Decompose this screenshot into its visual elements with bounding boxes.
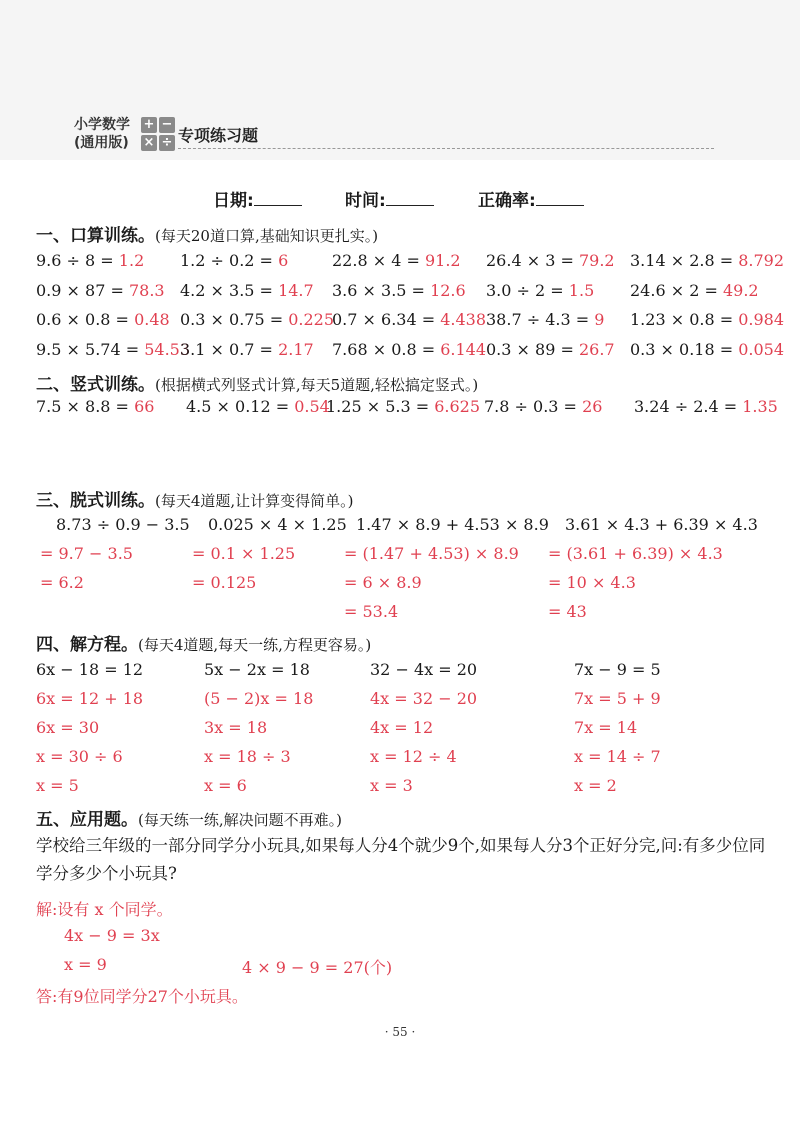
step: = 9.7 − 3.5 (40, 544, 133, 563)
answer-text: 0.48 (134, 310, 170, 329)
oral-calc-item (486, 251, 615, 270)
header-divider (178, 148, 714, 149)
answer-text: 1.35 (742, 397, 778, 416)
step: = (3.61 + 6.39) × 4.3 (548, 544, 723, 563)
solution-answer: 答:有9位同学分27个小玩具。 (36, 987, 248, 1006)
oral-calc-item (332, 310, 486, 329)
question-text: 3.14 × 2.8 = (630, 251, 734, 270)
answer-text: 26 (582, 397, 603, 416)
solution-step: 6x = 12 + 18 (36, 689, 144, 708)
expression: 3.61 × 4.3 + 6.39 × 4.3 (565, 515, 758, 534)
word-problem: 学校给三年级的一部分同学分小玩具,如果每人分4个就少9个,如果每人分3个正好分完,问:有多少位同学分多少个小玩具? (36, 836, 766, 883)
answer-text: 12.6 (430, 281, 466, 300)
solution-step: x = 3 (370, 776, 413, 795)
question-text: 9.6 ÷ 8 = (36, 251, 114, 270)
time-field: 时间: (345, 186, 434, 211)
step: = (1.47 + 4.53) × 8.9 (344, 544, 519, 563)
answer-text: 6 (278, 251, 289, 270)
equation: 32 − 4x = 20 (370, 660, 478, 679)
solution-x: x = 9 (64, 955, 107, 974)
solution-step: 6x = 30 (36, 718, 100, 737)
answer-text: 6.144 (440, 340, 487, 359)
oral-calc-row (36, 310, 786, 336)
solution-step: 4x = 32 − 20 (370, 689, 478, 708)
vertical-calc-item (484, 397, 602, 416)
oral-calc-item (36, 340, 190, 359)
solution-step: x = 12 ÷ 4 (370, 747, 457, 766)
step: = 43 (548, 602, 587, 621)
question-text: 1.23 × 0.8 = (630, 310, 734, 329)
oral-calc-item (630, 281, 759, 300)
question-text: 24.6 × 2 = (630, 281, 718, 300)
step: = 0.1 × 1.25 (192, 544, 296, 563)
question-text: 3.6 × 3.5 = (332, 281, 425, 300)
answer-text: 78.3 (128, 281, 165, 300)
solution-step: 4x = 12 (370, 718, 434, 737)
edition-label: (通用版) (74, 135, 129, 151)
question-text: 0.3 × 89 = (486, 340, 574, 359)
answer-text: 6.625 (434, 397, 481, 416)
answer-text: 0.054 (738, 340, 785, 359)
question-text: 0.6 × 0.8 = (36, 310, 129, 329)
question-text: 0.9 × 87 = (36, 281, 124, 300)
question-text: 1.2 ÷ 0.2 = (180, 251, 273, 270)
vertical-calc-item (36, 397, 154, 416)
section3-heading: 三、脱式训练。(每天4道题,让计算变得简单。) (36, 491, 354, 511)
section2-heading: 二、竖式训练。(根据横式列竖式计算,每天5道题,轻松搞定竖式。) (36, 375, 479, 395)
oral-calc-item (332, 340, 486, 359)
question-text: 3.0 ÷ 2 = (486, 281, 564, 300)
solution-equation: 4x − 9 = 3x (64, 926, 160, 945)
answer-text: 91.2 (424, 251, 461, 270)
solution-step: 7x = 5 + 9 (574, 689, 661, 708)
vertical-calc-item (634, 397, 778, 416)
question-text: 0.7 × 6.34 = (332, 310, 436, 329)
page-number: · 55 · (384, 1025, 416, 1039)
equation: 6x − 18 = 12 (36, 660, 144, 679)
answer-text: 26.7 (578, 340, 615, 359)
answer-text: 66 (134, 397, 155, 416)
question-text: 7.8 ÷ 0.3 = (484, 397, 577, 416)
question-text: 3.1 × 0.7 = (180, 340, 273, 359)
expression: 0.025 × 4 × 1.25 (208, 515, 347, 534)
vertical-calc-item (326, 397, 480, 416)
oral-calc-item (486, 340, 615, 359)
answer-text: 9 (594, 310, 605, 329)
question-text: 38.7 ÷ 4.3 = (486, 310, 590, 329)
step: = 10 × 4.3 (548, 573, 636, 592)
answer-text: 2.17 (278, 340, 314, 359)
equation: 7x − 9 = 5 (574, 660, 661, 679)
oral-calc-item (332, 281, 466, 300)
answer-text: 0.54 (294, 397, 330, 416)
step: = 6 × 8.9 (344, 573, 422, 592)
solution-step: x = 18 ÷ 3 (204, 747, 291, 766)
question-text: 0.3 × 0.18 = (630, 340, 734, 359)
solution-step: (5 − 2)x = 18 (204, 689, 314, 708)
answer-text: 0.984 (738, 310, 785, 329)
expression: 8.73 ÷ 0.9 − 3.5 (56, 515, 190, 534)
question-text: 1.25 × 5.3 = (326, 397, 430, 416)
question-text: 26.4 × 3 = (486, 251, 574, 270)
question-text: 9.5 × 5.74 = (36, 340, 140, 359)
solution-calc: 4 × 9 − 9 = 27(个) (242, 958, 393, 977)
solution-step: x = 5 (36, 776, 79, 795)
step: = 53.4 (344, 602, 399, 621)
question-text: 4.5 × 0.12 = (186, 397, 290, 416)
vertical-calc-row (36, 397, 786, 423)
oral-calc-item (36, 281, 165, 300)
answer-text: 1.5 (568, 281, 595, 300)
oral-calc-item (36, 251, 144, 270)
divide-icon: ÷ (159, 135, 175, 151)
solution-step: 3x = 18 (204, 718, 268, 737)
oral-calc-row (36, 281, 786, 307)
equation: 5x − 2x = 18 (204, 660, 310, 679)
series-label: 小学数学 (74, 117, 130, 133)
answer-text: 1.2 (118, 251, 145, 270)
solution-step: x = 6 (204, 776, 247, 795)
operator-icons (141, 117, 175, 151)
question-text: 4.2 × 3.5 = (180, 281, 273, 300)
oral-calc-row (36, 340, 786, 366)
oral-calc-item (630, 310, 784, 329)
answer-text: 0.225 (288, 310, 335, 329)
oral-calc-item (332, 251, 461, 270)
section1-heading: 一、口算训练。(每天20道口算,基础知识更扎实。) (36, 226, 379, 246)
solution-step: x = 30 ÷ 6 (36, 747, 123, 766)
oral-calc-row (36, 251, 786, 277)
oral-calc-item (36, 310, 170, 329)
oral-calc-item (486, 310, 604, 329)
solution-intro: 解:设有 x 个同学。 (36, 900, 173, 919)
oral-calc-item (180, 310, 334, 329)
page-title: 专项练习题 (178, 126, 259, 145)
oral-calc-item (630, 340, 784, 359)
question-text: 7.68 × 0.8 = (332, 340, 436, 359)
minus-icon: − (159, 117, 175, 133)
answer-text: 4.438 (440, 310, 487, 329)
section4-heading: 四、解方程。(每天4道题,每天一练,方程更容易。) (36, 635, 372, 655)
solution-step: x = 2 (574, 776, 617, 795)
answer-text: 54.53 (144, 340, 191, 359)
solution-step: 7x = 14 (574, 718, 638, 737)
oral-calc-item (180, 340, 314, 359)
question-text: 7.5 × 8.8 = (36, 397, 129, 416)
question-text: 22.8 × 4 = (332, 251, 420, 270)
vertical-calc-item (186, 397, 330, 416)
plus-icon: + (141, 117, 157, 133)
question-text: 3.24 ÷ 2.4 = (634, 397, 738, 416)
oral-calc-item (180, 251, 288, 270)
oral-calc-item (486, 281, 594, 300)
question-text: 0.3 × 0.75 = (180, 310, 284, 329)
times-icon: × (141, 135, 157, 151)
expression: 1.47 × 8.9 + 4.53 × 8.9 (356, 515, 549, 534)
date-field: 日期: (213, 186, 302, 211)
answer-text: 79.2 (578, 251, 615, 270)
answer-text: 49.2 (722, 281, 759, 300)
oral-calc-item (180, 281, 314, 300)
step: = 6.2 (40, 573, 84, 592)
answer-text: 14.7 (278, 281, 314, 300)
section5-heading: 五、应用题。(每天练一练,解决问题不再难。) (36, 810, 342, 830)
step: = 0.125 (192, 573, 257, 592)
oral-calc-item (630, 251, 784, 270)
solution-step: x = 14 ÷ 7 (574, 747, 661, 766)
answer-text: 8.792 (738, 251, 785, 270)
accuracy-field: 正确率: (478, 186, 584, 211)
